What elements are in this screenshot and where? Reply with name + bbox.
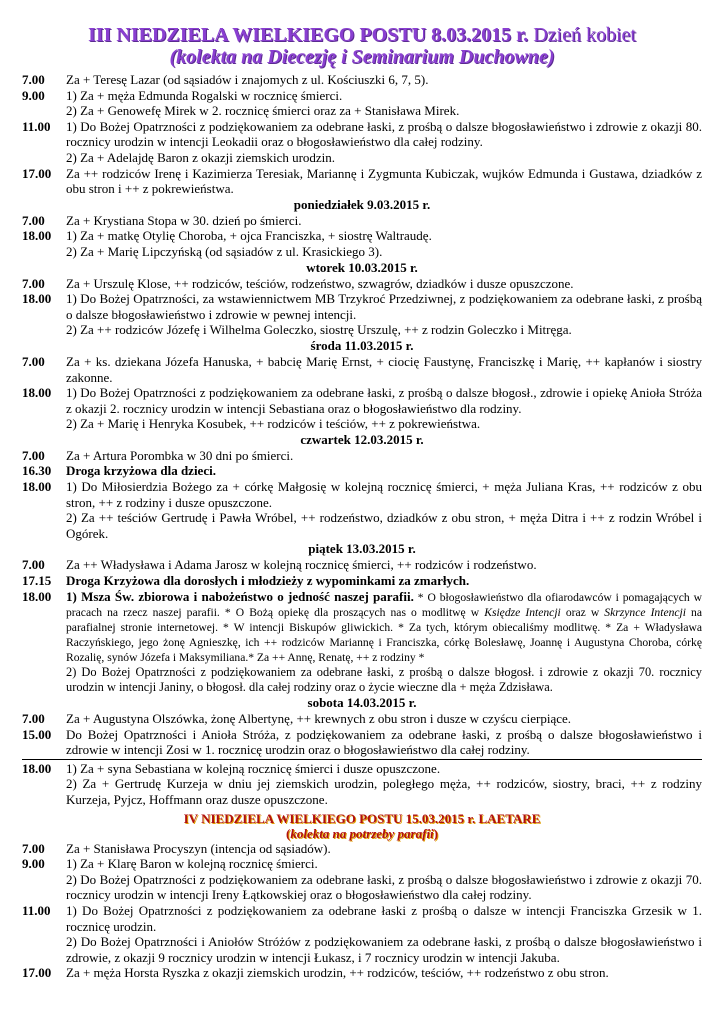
entry-content xyxy=(66,903,702,965)
paren-close: ) xyxy=(433,825,439,841)
entry-line: Za ++ rodziców Irenę i Kazimierza Teresiak, Mariannę i Zygmunta Kubiczak, wujków Edmunda i Gustawa, dziadków z obu stron i ++ z pokrewieństwa. xyxy=(66,165,702,197)
entry-line: 2) Za + Adelajdę Baron z okazji ziemskich urodzin. xyxy=(66,149,336,165)
intention-entry xyxy=(22,72,702,88)
entry-content xyxy=(66,711,702,727)
entry-line: 1) Do Bożej Opatrzności, za wstawiennictwem MB Trzykroć Przedziwnej, z podziękowaniem za odebrane łaski, z prośbą o dalsze błogosławieństwo i zdrowie w pewnej intencji. xyxy=(66,291,702,322)
entry-line: 1) Do Miłosierdzia Bożego za + córkę Małgosię w kolejną rocznicę śmierci, + męża Juliana Kras, ++ rodziców z obu stron, ++ z rodziny i dusze opuszczone. xyxy=(66,479,702,510)
entry-line: 1) Do Bożej Opatrzności z podziękowaniem za odebrane łaski z prośbą o dalsze w intencji Franciszka Grzesik w 1. rocznicę urodzin. xyxy=(66,902,702,934)
entry-content xyxy=(66,727,702,758)
entry-content xyxy=(66,965,702,981)
entry-time: 7.00 xyxy=(22,447,45,463)
entry-time: 9.00 xyxy=(22,856,45,872)
entry-time: 9.00 xyxy=(22,87,45,103)
entry-time: 7.00 xyxy=(22,353,45,369)
entry-content xyxy=(66,385,702,432)
entry-line: Za + Krystiana Stopa w 30. dzień po śmierci. xyxy=(66,212,302,228)
entry-line: 2) Za + Marię i Henryka Kosubek, ++ rodziców i teściów, ++ z pokrewieństwa. xyxy=(66,416,481,432)
entry-time: 18.00 xyxy=(22,760,52,776)
entry-time: 16.30 xyxy=(22,463,52,479)
entry-line: Droga Krzyżowa dla dorosłych i młodzieży z wypominkami za zmarłych. xyxy=(66,573,470,589)
entry-line: 1) Za + męża Edmunda Rogalski w rocznicę śmierci. xyxy=(66,87,343,103)
entry-content xyxy=(66,841,702,857)
collective-mass-title: 1) Msza Św. zbiorowa i nabożeństwo o jedność naszej parafii. xyxy=(66,588,414,604)
paren-open: ( xyxy=(285,825,291,841)
intention-entry xyxy=(22,276,702,292)
title-text: III NIEDZIELA WIELKIEGO POSTU 8.03.2015 r. xyxy=(88,24,529,46)
entry-line: 1) Do Bożej Opatrzności z podziękowaniem za odebrane łaski, z prośbą o dalsze błogosławieństwo i zdrowie z okazji 80. rocznicy urodzin w intencji Leokadii oraz o błogosławieństwo dla całej rodziny. xyxy=(66,118,702,150)
mass-intentions-page xyxy=(22,24,702,981)
intention-entry xyxy=(22,557,702,573)
intention-entry xyxy=(22,119,702,166)
entry-content xyxy=(66,448,702,464)
entry-line: Za + Teresę Lazar (od sąsiadów i znajomych z ul. Kościuszki 6, 7, 5). xyxy=(66,72,429,87)
entry-line: Za + Stanisława Procyszyn (intencja od sąsiadów). xyxy=(66,840,331,856)
intention-entry xyxy=(22,573,702,589)
entry-content xyxy=(66,589,702,695)
entry-time: 11.00 xyxy=(22,118,51,134)
entry-content xyxy=(66,228,702,259)
entry-time: 18.00 xyxy=(22,479,52,495)
entry-time: 18.00 xyxy=(22,385,52,401)
day-heading: środa 11.03.2015 r. xyxy=(310,337,414,353)
entry-line: Za + Urszulę Klose, ++ rodziców, teściów, rodzeństwo, szwagrów, dziadków i dusze opuszczone. xyxy=(66,275,574,291)
entry-line: 1) Za + matkę Otylię Choroba, + ojca Franciszka, + siostrę Waltraudę. xyxy=(66,228,432,244)
intention-entry xyxy=(22,354,702,385)
entry-line: Za + męża Horsta Ryszka z okazji ziemskich urodzin, ++ rodziców, teściów, ++ rodzeństwo z obu stron. xyxy=(66,965,609,981)
entry-time: 7.00 xyxy=(22,557,45,573)
entry-content xyxy=(66,479,702,541)
subtitle-text: kolekta na potrzeby parafii xyxy=(290,825,434,841)
intention-entry xyxy=(22,213,702,229)
intention-entry xyxy=(22,228,702,259)
entry-time: 18.00 xyxy=(22,291,52,307)
intention-entry xyxy=(22,965,702,981)
intention-box: Skrzynce Intencji xyxy=(604,605,686,619)
entry-line: 2) Do Bożej Opatrzności z podziękowaniem za odebrane łaski, z prośbą o dalsze błogosł. i zdrowie z okazji 70. rocznicy urodzin w intencji Janiny, o błogosł. dla całej rodziny oraz o życie wieczne dla + męża Zdzisława. xyxy=(66,664,702,694)
day-heading: sobota 14.03.2015 r. xyxy=(307,695,417,711)
entry-content xyxy=(66,72,702,88)
intention-entry xyxy=(22,463,702,479)
entry-text: * O błogosławieństwo dla ofiarodawców i pomagających w pracach na rzecz naszej parafii. * O Bożą opiekę dla proszących nas o modlitwę w xyxy=(66,590,702,619)
entry-line: 1) Do Bożej Opatrzności z podziękowaniem za odebrane łaski, z prośbą o dalsze błogosł., zdrowie i opiekę Anioła Stróża z okazji 2. rocznicy urodzin w intencji Sebastiana oraz o błogosławieństwo dla rodziny. xyxy=(66,385,702,416)
entry-time: 11.00 xyxy=(22,902,51,918)
entry-time: 15.00 xyxy=(22,726,52,742)
entry-time: 7.00 xyxy=(22,72,45,87)
entry-line: Za + Augustyna Olszówka, żonę Albertynę, ++ krewnych z obu stron i dusze w czyścu cierpiące. xyxy=(66,711,572,727)
book-of-intentions: Księdze Intencji xyxy=(484,605,561,619)
entry-line: Do Bożej Opatrzności i Anioła Stróża, z podziękowaniem za odebrane łaski, z prośbą o dalsze błogosławieństwo i zdrowie w intencji Zosi w 1. rocznicę urodzin oraz o błogosławieństwo dla całej rodziny. xyxy=(66,726,702,758)
entry-time: 7.00 xyxy=(22,711,45,727)
intention-entry xyxy=(22,841,702,857)
intention-entry xyxy=(22,711,702,727)
intention-entry xyxy=(22,589,702,695)
sunday-title: IV NIEDZIELA WIELKIEGO POSTU 15.03.2015 r. LAETARE xyxy=(183,810,541,826)
entry-line: 2) Do Bożej Opatrzności i Aniołów Stróżów z podziękowaniem za odebrane łaski, z prośbą o dalsze błogosławieństwo i zdrowie, z okazji 9 rocznicy urodzin w intencji Łukasz, i 7 rocznicy urodzin w intencji Jakuba. xyxy=(66,934,702,965)
entry-line: 1) Za + Klarę Baron w kolejną rocznicę śmierci. xyxy=(66,856,318,872)
entry-line: Za + Artura Porombka w 30 dni po śmierci. xyxy=(66,447,294,463)
entry-time: 17.15 xyxy=(22,573,52,589)
entry-time: 7.00 xyxy=(22,840,45,856)
intention-entry xyxy=(22,727,702,758)
entry-content xyxy=(66,856,702,903)
entry-content xyxy=(66,88,702,119)
intention-entry xyxy=(22,479,702,541)
intention-entry xyxy=(22,903,702,965)
entry-content xyxy=(66,291,702,338)
entry-content xyxy=(66,276,702,292)
page-subtitle: (kolekta na Diecezję i Seminarium Duchowne) xyxy=(169,46,555,68)
intention-entry xyxy=(22,856,702,903)
entry-line: Droga krzyżowa dla dzieci. xyxy=(66,463,216,479)
entry-content xyxy=(66,557,702,573)
entry-content xyxy=(66,573,702,589)
entry-content xyxy=(66,166,702,197)
day-heading: poniedziałek 9.03.2015 r. xyxy=(293,196,431,212)
entry-line: 2) Do Bożej Opatrzności z podziękowaniem za odebrane łaski, z prośbą o dalsze błogosławieństwo i zdrowie z okazji 70. rocznicy urodzin w intencji Ireny Łątkowskiej oraz o błogosławieństwo dla całej rodziny. xyxy=(66,871,702,903)
entry-time: 17.00 xyxy=(22,165,52,181)
entry-line: 2) Za ++ teściów Gertrudę i Pawła Wróbel, ++ rodzeństwo, dziadków z obu stron, + męża Ditra i ++ z rodzin Wróbel i Ogórek. xyxy=(66,510,702,541)
title-extra: Dzień kobiet xyxy=(533,24,636,46)
entry-line: 1) Za + syna Sebastiana w kolejną rocznicę śmierci i dusze opuszczone. xyxy=(66,760,441,776)
day-heading: piątek 13.03.2015 r. xyxy=(308,541,416,557)
entry-time: 17.00 xyxy=(22,965,52,981)
entry-content xyxy=(66,119,702,166)
intention-entry xyxy=(22,448,702,464)
entry-line: Za ++ Władysława i Adama Jarosz w kolejną rocznicę śmierci, ++ rodziców i rodzeństwo. xyxy=(66,557,537,573)
day-heading: czwartek 12.03.2015 r. xyxy=(300,431,424,447)
entry-content xyxy=(66,463,702,479)
sunday-subtitle xyxy=(22,826,702,841)
entry-content xyxy=(66,213,702,229)
intention-entry xyxy=(22,761,702,808)
entry-line: 2) Za + Gertrudę Kurzeja w dniu jej ziemskich urodzin, poległego męża, ++ rodziców, siostry, braci, ++ z rodziny Kurzeja, Pyjcz, Hoffmann oraz dusze opuszczone. xyxy=(66,776,702,807)
entry-line xyxy=(66,589,702,665)
entry-line: 2) Za + Genowefę Mirek w 2. rocznicę śmierci oraz za + Stanisława Mirek. xyxy=(66,103,460,119)
entry-time: 18.00 xyxy=(22,228,52,244)
entry-time: 18.00 xyxy=(22,588,52,604)
entry-text: na parafialnej stronie internetowej. * W intencji Biskupów gliwickich. * Za tych, którym obiecaliśmy modlitwę. * Za + Władysława Raczyńskiego, jego żonę Agnieszkę, ich ++ rodziców Mariannę i Franciszka, córkę Bolesławę, Joannę i Augustyna Choroba, córkę Rozalię, synów Józefa i Maksymiliana.* Za ++ Annę, Renatę, ++ z rodziny * xyxy=(66,605,702,664)
divider xyxy=(22,759,702,760)
entry-content xyxy=(66,354,702,385)
day-heading: wtorek 10.03.2015 r. xyxy=(306,259,418,275)
intention-entry xyxy=(22,385,702,432)
page-title xyxy=(22,24,702,46)
entry-time: 7.00 xyxy=(22,275,45,291)
entry-line: Za + ks. dziekana Józefa Hanuska, + babcię Marię Ernst, + ciocię Faustynę, Franciszkę i Marię, ++ kapłanów i siostry zakonne. xyxy=(66,353,702,385)
intention-entry xyxy=(22,166,702,197)
entry-content xyxy=(66,761,702,808)
entry-text: oraz w xyxy=(560,605,605,619)
entry-time: 7.00 xyxy=(22,212,45,228)
intention-entry xyxy=(22,291,702,338)
entry-line: 2) Za ++ rodziców Józefę i Wilhelma Goleczko, siostrę Urszulę, ++ z rodzin Goleczko i Mitręga. xyxy=(66,322,572,338)
intention-entry xyxy=(22,88,702,119)
entry-line: 2) Za + Marię Lipczyńską (od sąsiadów z ul. Krasickiego 3). xyxy=(66,243,383,259)
